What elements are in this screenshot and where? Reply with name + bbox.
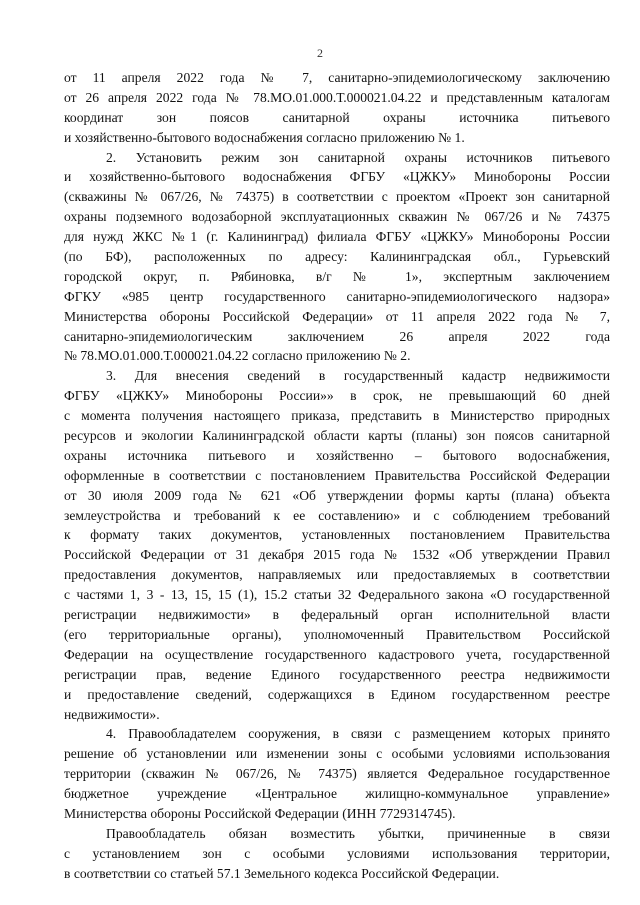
text-line: охраны источника питьевого и хозяйственно – бытового водоснабжения,	[64, 447, 610, 463]
page-number: 2	[317, 46, 323, 60]
text-line: № 78.МО.01.000.Т.000021.04.22 согласно приложению № 2.	[64, 348, 411, 364]
text-line: (по БФ), расположенных по адресу: Калининградская обл., Гурьевский	[64, 249, 610, 265]
text-line: Министерства обороны Российской Федерации» от 11 апреля 2022 года № 7,	[64, 308, 610, 324]
text-line: территории (скважин № 067/26, № 74375) является Федеральное государственное	[64, 766, 610, 782]
text-line: с частями 1, 3 - 13, 15, 15 (1), 15.2 статьи 32 Федерального закона «О государственной	[64, 587, 610, 603]
text-line: (его территориальные органы), уполномоченный Правительством Российской	[64, 626, 610, 642]
document-body	[64, 68, 610, 884]
text-line: и предоставление сведений, содержащихся в Едином государственном реестре	[64, 686, 610, 702]
text-line: координат зон поясов санитарной охраны источника питьевого	[64, 109, 610, 125]
text-line: недвижимости».	[64, 706, 160, 722]
text-line: бюджетное учреждение «Центральное жилищно-коммунальное управление»	[64, 786, 610, 802]
text-line: и хозяйственно-бытового водоснабжения согласно приложению № 1.	[64, 129, 465, 145]
text-line: с момента получения настоящего приказа, представить в Министерство природных	[64, 408, 610, 424]
text-line: регистрации недвижимости» в федеральный орган исполнительной власти	[64, 607, 610, 623]
text-line: ФГБУ «ЦЖКУ» Минобороны России»» в срок, не превышающий 60 дней	[64, 388, 610, 404]
text-line: от 26 апреля 2022 года № 78.МО.01.000.Т.000021.04.22 и представленным каталогам	[64, 89, 610, 105]
text-line: Министерства обороны Российской Федерации (ИНН 7729314745).	[64, 805, 456, 821]
text-line: для нужд ЖКС №1 (г. Калининград) филиала ФГБУ «ЦЖКУ» Минобороны России	[64, 229, 610, 245]
text-line: (скважины № 067/26, № 74375) в соответствии с проектом «Проект зон санитарной	[64, 189, 610, 205]
text-line: ФГКУ «985 центр государственного санитарно-эпидемиологического надзора»	[64, 288, 610, 304]
text-line: и хозяйственно-бытового водоснабжения ФГБУ «ЦЖКУ» Минобороны России	[64, 169, 610, 185]
text-line: предоставления документов, направляемых или предоставляемых в соответствии	[64, 567, 610, 583]
text-line: регистрации прав, ведение Единого государственного реестра недвижимости	[64, 666, 610, 682]
text-line: от 11 апреля 2022 года № 7, санитарно-эпидемиологическому заключению	[64, 70, 610, 85]
text-line: 4. Правообладателем сооружения, в связи с размещением которых принято	[106, 726, 610, 742]
text-line: городской округ, п. Рябиновка, в/г № 1», экспертным заключением	[64, 268, 610, 284]
text-line: охраны подземного водозаборной эксплуатационных скважин № 067/26 и № 74375	[64, 209, 610, 225]
text-line: к формату таких документов, установленных постановлением Правительства	[64, 527, 610, 543]
text-line: ресурсов и экологии Калининградской области карты (планы) зон поясов санитарной	[64, 428, 610, 444]
text-line: 2. Установить режим зон санитарной охраны источников питьевого	[106, 149, 610, 165]
text-line: Федерации на осуществление государственного кадастрового учета, государственной	[64, 646, 610, 662]
text-line: Правообладатель обязан возместить убытки, причиненные в связи	[106, 825, 610, 841]
text-line: от 30 июля 2009 года № 621 «Об утверждении формы карты (плана) объекта	[64, 487, 610, 503]
text-line: решение об установлении или изменении зоны с особыми условиями использования	[64, 746, 610, 762]
text-line: в соответствии со статьей 57.1 Земельного кодекса Российской Федерации.	[64, 865, 500, 881]
text-line: Российской Федерации от 31 декабря 2015 года № 1532 «Об утверждении Правил	[64, 547, 610, 563]
text-line: санитарно-эпидемиологическим заключением 26 апреля 2022 года	[64, 328, 610, 344]
text-line: с установлением зон с особыми условиями использования территории,	[64, 845, 610, 861]
text-line: 3. Для внесения сведений в государственный кадастр недвижимости	[106, 368, 610, 384]
text-line: оформленные в соответствии с постановлением Правительства Российской Федерации	[64, 467, 610, 483]
text-line: землеустройства и требований к ее составлению» и с соблюдением требований	[64, 507, 610, 523]
